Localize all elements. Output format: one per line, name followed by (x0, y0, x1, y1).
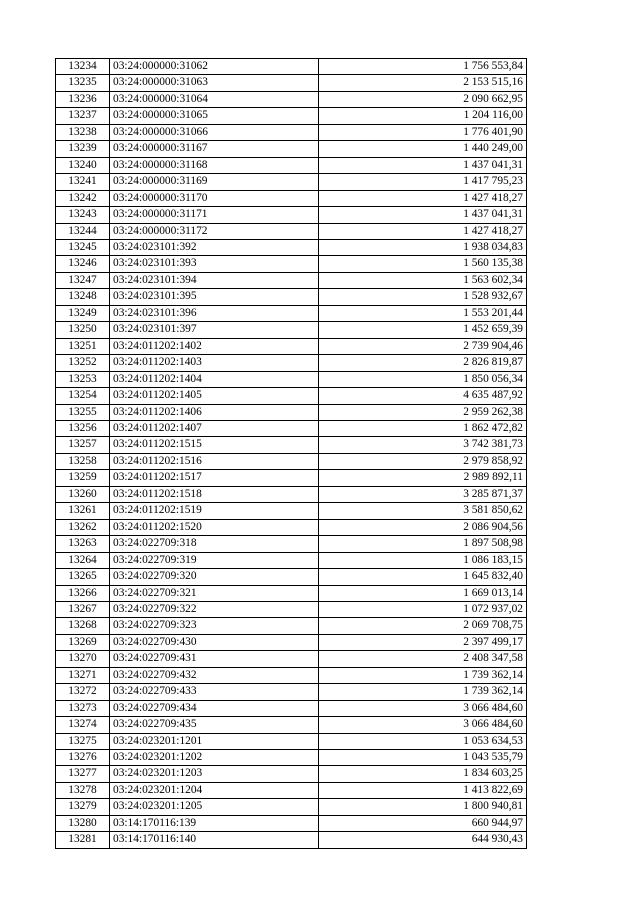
row-number-cell: 13262 (56, 519, 110, 535)
row-number-cell: 13254 (56, 388, 110, 404)
table-row (56, 355, 527, 371)
cadastral-number-cell: 03:24:011202:1407 (110, 420, 319, 436)
cadastral-number-cell: 03:24:023201:1201 (110, 733, 319, 749)
cadastral-value-cell: 1 834 603,25 (319, 766, 527, 782)
row-number-cell: 13259 (56, 470, 110, 486)
cadastral-value-cell: 644 930,43 (319, 832, 527, 848)
cadastral-number-cell: 03:24:011202:1406 (110, 404, 319, 420)
cadastral-number-cell: 03:24:000000:31169 (110, 174, 319, 190)
cadastral-number-cell: 03:24:023101:396 (110, 305, 319, 321)
row-number-cell: 13237 (56, 108, 110, 124)
cadastral-value-cell: 1 850 056,34 (319, 371, 527, 387)
table-row (56, 91, 527, 107)
row-number-cell: 13269 (56, 634, 110, 650)
cadastral-number-cell: 03:24:011202:1517 (110, 470, 319, 486)
table-row (56, 75, 527, 91)
row-number-cell: 13240 (56, 157, 110, 173)
row-number-cell: 13251 (56, 338, 110, 354)
cadastral-number-cell: 03:24:000000:31170 (110, 190, 319, 206)
table-row (56, 503, 527, 519)
cadastral-value-cell: 1 086 183,15 (319, 552, 527, 568)
cadastral-value-cell: 1 043 535,79 (319, 750, 527, 766)
cadastral-value-cell: 2 826 819,87 (319, 355, 527, 371)
table-row (56, 256, 527, 272)
cadastral-value-cell: 1 776 401,90 (319, 124, 527, 140)
cadastral-number-cell: 03:24:022709:321 (110, 585, 319, 601)
cadastral-number-cell: 03:24:011202:1519 (110, 503, 319, 519)
cadastral-number-cell: 03:24:011202:1520 (110, 519, 319, 535)
row-number-cell: 13272 (56, 684, 110, 700)
cadastral-number-cell: 03:24:011202:1405 (110, 388, 319, 404)
row-number-cell: 13255 (56, 404, 110, 420)
row-number-cell: 13276 (56, 750, 110, 766)
cadastral-value-cell: 1 560 135,38 (319, 256, 527, 272)
cadastral-value-cell: 2 090 662,95 (319, 91, 527, 107)
row-number-cell: 13279 (56, 799, 110, 815)
table-row (56, 141, 527, 157)
cadastral-number-cell: 03:24:000000:31062 (110, 59, 319, 75)
cadastral-number-cell: 03:24:011202:1403 (110, 355, 319, 371)
table-row (56, 108, 527, 124)
cadastral-value-table (55, 58, 527, 849)
row-number-cell: 13280 (56, 815, 110, 831)
cadastral-number-cell: 03:24:022709:323 (110, 618, 319, 634)
table-row (56, 174, 527, 190)
cadastral-value-cell: 1 452 659,39 (319, 322, 527, 338)
cadastral-value-cell: 1 938 034,83 (319, 239, 527, 255)
row-number-cell: 13274 (56, 717, 110, 733)
table-row (56, 322, 527, 338)
cadastral-value-cell: 2 989 892,11 (319, 470, 527, 486)
cadastral-value-cell: 1 739 362,14 (319, 667, 527, 683)
cadastral-value-cell: 4 635 487,92 (319, 388, 527, 404)
cadastral-value-cell: 1 427 418,27 (319, 223, 527, 239)
row-number-cell: 13247 (56, 272, 110, 288)
cadastral-number-cell: 03:24:023101:394 (110, 272, 319, 288)
cadastral-value-cell: 1 437 041,31 (319, 207, 527, 223)
table-row (56, 404, 527, 420)
cadastral-value-cell: 3 066 484,60 (319, 717, 527, 733)
table-row (56, 239, 527, 255)
cadastral-number-cell: 03:24:022709:318 (110, 536, 319, 552)
table-row (56, 437, 527, 453)
table-body (56, 59, 527, 849)
table-row (56, 832, 527, 848)
cadastral-number-cell: 03:14:170116:139 (110, 815, 319, 831)
row-number-cell: 13258 (56, 453, 110, 469)
cadastral-value-cell: 1 427 418,27 (319, 190, 527, 206)
table-row (56, 684, 527, 700)
table-row (56, 634, 527, 650)
row-number-cell: 13236 (56, 91, 110, 107)
row-number-cell: 13257 (56, 437, 110, 453)
cadastral-value-cell: 1 437 041,31 (319, 157, 527, 173)
cadastral-number-cell: 03:24:023101:397 (110, 322, 319, 338)
table-row (56, 750, 527, 766)
cadastral-number-cell: 03:24:022709:319 (110, 552, 319, 568)
cadastral-value-cell: 1 204 116,00 (319, 108, 527, 124)
table-row (56, 388, 527, 404)
table-row (56, 700, 527, 716)
cadastral-value-cell: 3 066 484,60 (319, 700, 527, 716)
table-row (56, 552, 527, 568)
cadastral-number-cell: 03:24:022709:430 (110, 634, 319, 650)
row-number-cell: 13239 (56, 141, 110, 157)
cadastral-value-cell: 1 800 940,81 (319, 799, 527, 815)
row-number-cell: 13261 (56, 503, 110, 519)
cadastral-number-cell: 03:24:000000:31168 (110, 157, 319, 173)
row-number-cell: 13264 (56, 552, 110, 568)
cadastral-number-cell: 03:24:023201:1204 (110, 782, 319, 798)
table-row (56, 124, 527, 140)
cadastral-number-cell: 03:24:000000:31167 (110, 141, 319, 157)
row-number-cell: 13244 (56, 223, 110, 239)
table-row (56, 782, 527, 798)
cadastral-value-cell: 2 979 858,92 (319, 453, 527, 469)
cadastral-number-cell: 03:24:011202:1516 (110, 453, 319, 469)
table-row (56, 486, 527, 502)
cadastral-number-cell: 03:24:022709:431 (110, 651, 319, 667)
cadastral-number-cell: 03:24:011202:1515 (110, 437, 319, 453)
cadastral-number-cell: 03:24:000000:31063 (110, 75, 319, 91)
row-number-cell: 13273 (56, 700, 110, 716)
cadastral-number-cell: 03:24:022709:433 (110, 684, 319, 700)
cadastral-number-cell: 03:24:000000:31066 (110, 124, 319, 140)
row-number-cell: 13281 (56, 832, 110, 848)
cadastral-number-cell: 03:24:023101:392 (110, 239, 319, 255)
table-row (56, 272, 527, 288)
cadastral-value-cell: 1 440 249,00 (319, 141, 527, 157)
cadastral-value-cell: 3 285 871,37 (319, 486, 527, 502)
row-number-cell: 13238 (56, 124, 110, 140)
cadastral-value-cell: 1 072 937,02 (319, 601, 527, 617)
row-number-cell: 13271 (56, 667, 110, 683)
cadastral-value-cell: 1 739 362,14 (319, 684, 527, 700)
row-number-cell: 13252 (56, 355, 110, 371)
row-number-cell: 13275 (56, 733, 110, 749)
table-row (56, 190, 527, 206)
table-row (56, 618, 527, 634)
table-row (56, 519, 527, 535)
cadastral-number-cell: 03:24:000000:31172 (110, 223, 319, 239)
cadastral-number-cell: 03:24:011202:1402 (110, 338, 319, 354)
table-row (56, 223, 527, 239)
cadastral-number-cell: 03:24:022709:432 (110, 667, 319, 683)
cadastral-value-cell: 2 959 262,38 (319, 404, 527, 420)
table-row (56, 569, 527, 585)
cadastral-number-cell: 03:24:023201:1203 (110, 766, 319, 782)
cadastral-number-cell: 03:24:023201:1202 (110, 750, 319, 766)
table-row (56, 766, 527, 782)
row-number-cell: 13249 (56, 305, 110, 321)
row-number-cell: 13265 (56, 569, 110, 585)
cadastral-value-cell: 1 756 553,84 (319, 59, 527, 75)
row-number-cell: 13242 (56, 190, 110, 206)
cadastral-number-cell: 03:24:023201:1205 (110, 799, 319, 815)
table-row (56, 651, 527, 667)
row-number-cell: 13235 (56, 75, 110, 91)
row-number-cell: 13266 (56, 585, 110, 601)
row-number-cell: 13253 (56, 371, 110, 387)
cadastral-number-cell: 03:24:022709:435 (110, 717, 319, 733)
row-number-cell: 13277 (56, 766, 110, 782)
cadastral-number-cell: 03:24:011202:1518 (110, 486, 319, 502)
table-row (56, 207, 527, 223)
cadastral-number-cell: 03:24:022709:320 (110, 569, 319, 585)
row-number-cell: 13278 (56, 782, 110, 798)
cadastral-value-cell: 1 563 602,34 (319, 272, 527, 288)
table-row (56, 420, 527, 436)
row-number-cell: 13263 (56, 536, 110, 552)
cadastral-value-cell: 1 669 013,14 (319, 585, 527, 601)
row-number-cell: 13270 (56, 651, 110, 667)
cadastral-value-cell: 1 528 932,67 (319, 289, 527, 305)
cadastral-number-cell: 03:24:011202:1404 (110, 371, 319, 387)
table-row (56, 733, 527, 749)
cadastral-number-cell: 03:24:000000:31065 (110, 108, 319, 124)
cadastral-value-cell: 1 553 201,44 (319, 305, 527, 321)
cadastral-value-cell: 1 862 472,82 (319, 420, 527, 436)
table-row (56, 585, 527, 601)
cadastral-number-cell: 03:24:023101:393 (110, 256, 319, 272)
table-row (56, 371, 527, 387)
cadastral-value-cell: 1 053 634,53 (319, 733, 527, 749)
cadastral-value-cell: 2 408 347,58 (319, 651, 527, 667)
cadastral-value-cell: 1 897 508,98 (319, 536, 527, 552)
row-number-cell: 13245 (56, 239, 110, 255)
table-row (56, 799, 527, 815)
cadastral-value-cell: 660 944,97 (319, 815, 527, 831)
cadastral-value-cell: 3 581 850,62 (319, 503, 527, 519)
cadastral-value-cell: 2 069 708,75 (319, 618, 527, 634)
row-number-cell: 13248 (56, 289, 110, 305)
cadastral-number-cell: 03:14:170116:140 (110, 832, 319, 848)
table-row (56, 815, 527, 831)
row-number-cell: 13243 (56, 207, 110, 223)
cadastral-value-cell: 3 742 381,73 (319, 437, 527, 453)
table-row (56, 717, 527, 733)
row-number-cell: 13256 (56, 420, 110, 436)
cadastral-value-cell: 2 397 499,17 (319, 634, 527, 650)
row-number-cell: 13234 (56, 59, 110, 75)
cadastral-value-cell: 1 417 795,23 (319, 174, 527, 190)
cadastral-number-cell: 03:24:000000:31064 (110, 91, 319, 107)
cadastral-number-cell: 03:24:023101:395 (110, 289, 319, 305)
table-row (56, 338, 527, 354)
cadastral-value-cell: 1 413 822,69 (319, 782, 527, 798)
table-row (56, 289, 527, 305)
cadastral-value-cell: 2 739 904,46 (319, 338, 527, 354)
row-number-cell: 13246 (56, 256, 110, 272)
row-number-cell: 13260 (56, 486, 110, 502)
table-row (56, 453, 527, 469)
table-row (56, 305, 527, 321)
row-number-cell: 13250 (56, 322, 110, 338)
cadastral-value-cell: 1 645 832,40 (319, 569, 527, 585)
row-number-cell: 13267 (56, 601, 110, 617)
table-row (56, 536, 527, 552)
cadastral-number-cell: 03:24:000000:31171 (110, 207, 319, 223)
cadastral-number-cell: 03:24:022709:434 (110, 700, 319, 716)
row-number-cell: 13241 (56, 174, 110, 190)
table-row (56, 470, 527, 486)
table-row (56, 59, 527, 75)
cadastral-value-cell: 2 153 515,16 (319, 75, 527, 91)
row-number-cell: 13268 (56, 618, 110, 634)
cadastral-value-cell: 2 086 904,56 (319, 519, 527, 535)
table-row (56, 601, 527, 617)
table-row (56, 667, 527, 683)
table-row (56, 157, 527, 173)
cadastral-number-cell: 03:24:022709:322 (110, 601, 319, 617)
